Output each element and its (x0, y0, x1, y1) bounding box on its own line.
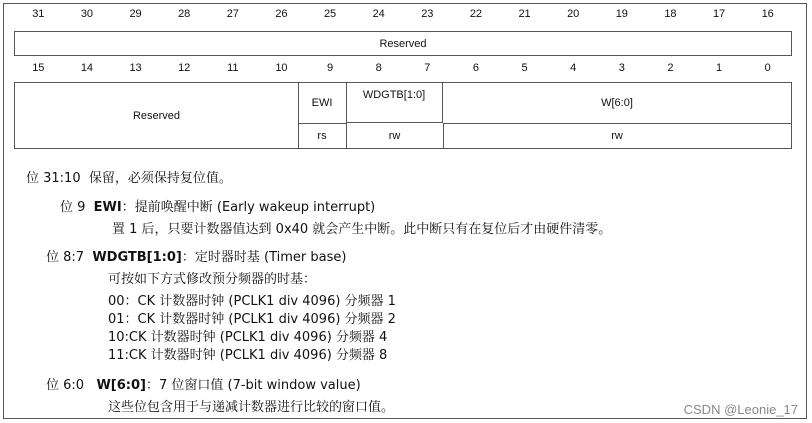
bit-number: 22 (469, 8, 483, 20)
desc-bits-6-0 (46, 374, 361, 393)
desc-bits-6-0-detail: 这些位包含用于与递减计数器进行比较的窗口值。 (108, 400, 395, 415)
bit-number: 13 (129, 62, 142, 74)
wdgtb-access (346, 123, 444, 148)
desc-pos: 位 8:7 (46, 250, 85, 265)
bit-number: 23 (421, 8, 434, 20)
wdgtb-option-00: 00：CK 计数器时钟 (PCLK1 div 4096) 分频器 1 (108, 294, 396, 309)
desc-pos: 位 9 (60, 200, 86, 215)
wdgtb-field (346, 83, 443, 123)
bit-number: 20 (567, 8, 580, 20)
bit-number: 1 (716, 62, 723, 74)
bit-number: 2 (667, 62, 674, 74)
bit-number: 31 (32, 8, 45, 20)
bit-number: 12 (178, 62, 191, 74)
bit-number: 17 (712, 8, 726, 20)
bit-number: 7 (424, 62, 431, 74)
w-access (443, 123, 791, 148)
desc-text: ：7 位窗口值 (7-bit window value) (145, 378, 361, 393)
w-access-label: rw (611, 129, 623, 142)
reserved-high-label: Reserved (379, 37, 427, 50)
desc-bit-9 (60, 196, 375, 215)
bit-number: 9 (327, 62, 334, 74)
desc-pos: 位 31:10 (26, 171, 81, 186)
bit-number: 10 (275, 62, 288, 74)
bit-number: 19 (615, 8, 628, 20)
watermark: CSDN @Leonie_17 (683, 402, 798, 417)
bit-number: 29 (129, 8, 142, 20)
wdgtb-option-10: 10:CK 计数器时钟 (PCLK1 div 4096) 分频器 4 (108, 330, 388, 345)
bit-number: 25 (323, 8, 337, 20)
register-low (14, 82, 792, 149)
w-field (443, 83, 791, 124)
bit-number: 14 (80, 62, 94, 74)
bit-number: 4 (570, 62, 577, 74)
bit-numbers-low (14, 62, 792, 74)
bit-number: 5 (521, 62, 528, 74)
desc-bits-8-7-intro: 可按如下方式修改预分频器的时基： (108, 272, 317, 287)
bit-number: 16 (761, 8, 774, 20)
wdgtb-label: WDGTB[1:0] (362, 89, 426, 101)
field-name-w: W[6:0] (96, 378, 146, 393)
desc-bit-9-detail: 置 1 后，只要计数器值达到 0x40 就会产生中断。此中断只有在复位后才由硬件清零。 (112, 222, 612, 237)
ewi-access-label: rs (317, 129, 327, 142)
wdgtb-option-11: 11:CK 计数器时钟 (PCLK1 div 4096) 分频器 8 (108, 348, 388, 363)
wdgtb-access-label: rw (388, 129, 401, 142)
w-label: W[6:0] (601, 97, 633, 109)
desc-text: ：提前唤醒中断 (Early wakeup interrupt) (121, 200, 376, 215)
bit-number: 8 (375, 62, 382, 74)
register-high-reserved (14, 31, 792, 56)
bit-numbers-high (14, 8, 792, 20)
bit-number: 21 (518, 8, 531, 20)
bit-number: 0 (764, 62, 771, 74)
bit-number: 6 (472, 62, 479, 74)
reserved-low-label: Reserved (132, 109, 181, 122)
desc-bits-8-7 (46, 246, 346, 265)
reserved-low-field (15, 83, 299, 148)
ewi-access (298, 123, 347, 148)
ewi-field (298, 83, 347, 124)
desc-text: 保留，必须保持复位值。 (88, 171, 232, 186)
bit-number: 28 (178, 8, 191, 20)
bit-number: 26 (275, 8, 288, 20)
bit-number: 27 (226, 8, 239, 20)
bit-number: 3 (618, 62, 625, 74)
desc-bits-31-10 (26, 167, 232, 186)
ewi-label: EWI (311, 97, 333, 109)
field-name-ewi: EWI (93, 200, 122, 215)
field-name-wdgtb: WDGTB[1:0] (92, 250, 182, 265)
bit-number: 15 (32, 62, 45, 74)
bit-number: 24 (372, 8, 385, 20)
bit-number: 30 (80, 8, 94, 20)
bit-number: 11 (227, 62, 239, 74)
wdgtb-option-01: 01：CK 计数器时钟 (PCLK1 div 4096) 分频器 2 (108, 312, 396, 327)
desc-pos: 位 6:0 (46, 378, 85, 393)
bit-number: 18 (664, 8, 677, 20)
desc-text: ：定时器时基 (Timer base) (181, 250, 347, 265)
